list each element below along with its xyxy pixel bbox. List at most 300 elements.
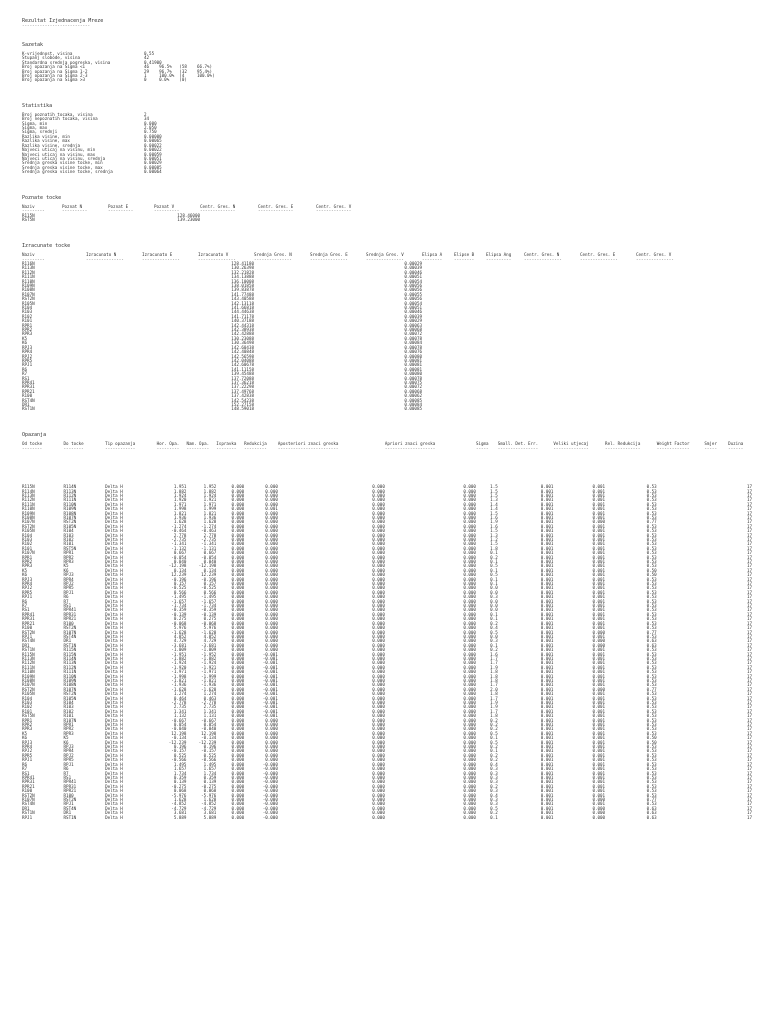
table-cell: 0.000 xyxy=(372,484,385,490)
summary-value: 42 xyxy=(144,55,150,61)
table-cell: 0.00080 xyxy=(404,353,422,359)
table-cell: Delta H xyxy=(105,567,123,573)
column-header: Od tocke xyxy=(22,440,43,446)
table-cell: 0.001 xyxy=(540,633,554,639)
statistics-value: 0.750 xyxy=(144,129,157,135)
table-cell: 0.000 xyxy=(463,642,476,648)
table-cell: -0.000 xyxy=(262,770,278,776)
table-cell: Delta H xyxy=(105,589,123,595)
summary-label: Broj opazanja na Sigma 2-3 xyxy=(22,73,88,79)
header-underline: ------------- xyxy=(656,445,690,451)
table-cell: 0.001 xyxy=(592,713,606,719)
table-cell: Delta H xyxy=(105,523,123,529)
table-cell: 0.53 xyxy=(646,554,657,560)
table-cell: Delta H xyxy=(105,673,123,679)
header-underline: ------------------------ xyxy=(277,445,339,451)
table-cell: 1.5 xyxy=(490,510,498,516)
table-cell: 0.00046 xyxy=(404,309,422,315)
table-cell: 0.001 xyxy=(592,514,606,520)
table-cell: 141.71178 xyxy=(231,313,254,319)
table-cell: 0.000 xyxy=(372,774,385,780)
table-cell: 0.2 xyxy=(490,757,498,763)
table-cell: 0.000 xyxy=(592,638,606,644)
table-cell: 0.001 xyxy=(592,528,606,534)
table-cell: 0.000 xyxy=(231,594,245,600)
table-cell: 0.001 xyxy=(592,647,606,653)
table-cell: 0.000 xyxy=(372,735,385,741)
table-cell: 0.53 xyxy=(646,506,657,512)
table-cell: 0.53 xyxy=(646,510,657,516)
table-cell: -0.001 xyxy=(262,677,278,683)
table-cell: 0.00084 xyxy=(404,340,422,346)
table-cell: 0.000 xyxy=(372,722,385,728)
table-cell: -12.239 xyxy=(168,739,187,745)
table-cell: 128.46000 xyxy=(177,212,200,218)
table-cell: 0.001 xyxy=(592,501,606,507)
table-cell: RPJ1 xyxy=(63,801,74,807)
table-cell: -1.999 xyxy=(201,673,217,679)
table-cell: RPR41 xyxy=(22,774,35,780)
table-cell: 141.11158 xyxy=(231,366,254,372)
table-cell: 0.000 xyxy=(231,708,245,714)
header-underline: --------- xyxy=(244,445,267,451)
table-cell: 0.53 xyxy=(646,589,657,595)
table-cell: R108N xyxy=(63,510,77,516)
table-cell: 0.000 xyxy=(372,603,385,609)
table-cell: 0.196 xyxy=(173,744,187,750)
table-cell: R103 xyxy=(63,704,74,710)
statistics-value: 2.050 xyxy=(144,125,157,131)
table-cell: 0.001 xyxy=(592,651,606,657)
table-cell: 0.000 xyxy=(265,722,278,728)
table-cell: 1.6 xyxy=(490,651,498,657)
table-cell: R101 xyxy=(22,545,33,551)
table-cell: 17 xyxy=(746,752,752,758)
table-cell xyxy=(657,816,705,820)
table-cell: 0.000 xyxy=(372,708,385,714)
table-cell: R112N xyxy=(22,660,35,666)
table-cell: 0.000 xyxy=(265,735,278,741)
table-cell: 17 xyxy=(746,757,752,763)
table-cell: 0.0 xyxy=(490,607,498,613)
table-cell: 1.9 xyxy=(490,700,498,705)
table-cell: 0.63 xyxy=(646,642,657,648)
header-underline: ----- xyxy=(475,445,489,451)
table-cell: 0.3 xyxy=(490,770,498,776)
table-cell: -0.000 xyxy=(262,783,278,789)
table-cell: 0.000 xyxy=(231,774,245,780)
table-cell: 0.000 xyxy=(372,492,385,498)
table-cell: Delta H xyxy=(105,598,123,604)
table-cell: Delta H xyxy=(105,774,123,780)
table-cell: 0.000 xyxy=(372,519,385,525)
table-cell: 1.8 xyxy=(490,673,498,679)
table-cell: 0.000 xyxy=(463,572,476,578)
table-cell: 0.00068 xyxy=(404,388,422,394)
table-cell: 0.000 xyxy=(372,717,385,723)
table-cell: 0.53 xyxy=(646,766,657,772)
table-cell: 137.36218 xyxy=(231,379,254,385)
table-cell: RPJ3 xyxy=(63,572,74,578)
table-cell: RST2N xyxy=(22,686,35,692)
table-cell: Delta H xyxy=(105,810,123,816)
table-cell: RPR31 xyxy=(63,783,77,789)
table-cell: 0.53 xyxy=(646,788,657,794)
table-cell: 0.000 xyxy=(463,717,476,723)
header-underline: --------------- xyxy=(636,256,674,262)
table-cell: R108N xyxy=(22,677,35,683)
table-cell: R103 xyxy=(22,536,33,542)
statistics-label: Broj nepoznatih tocaka, visina xyxy=(22,116,98,122)
table-cell: 0.001 xyxy=(540,810,554,816)
table-cell: Delta H xyxy=(105,752,123,758)
table-cell: 1.8 xyxy=(490,691,498,697)
table-cell: 17 xyxy=(746,532,752,538)
table-cell: Delta H xyxy=(105,664,123,670)
table-cell: 0.000 xyxy=(265,744,278,750)
table-cell: 0.000 xyxy=(372,660,385,666)
table-cell: 1.5 xyxy=(490,488,498,494)
table-cell: RPR2 xyxy=(22,722,33,728)
table-cell: 0.001 xyxy=(540,598,554,604)
table-cell: 0.3 xyxy=(490,638,498,644)
table-cell: 0.53 xyxy=(646,704,657,710)
table-cell: R110N xyxy=(22,669,35,675)
table-cell: 0.001 xyxy=(540,603,554,609)
table-cell: 143.40588 xyxy=(231,296,254,302)
table-cell: 17 xyxy=(746,810,752,816)
table-cell: 0.001 xyxy=(540,519,554,525)
table-cell: -0.000 xyxy=(262,761,278,767)
table-cell: RPR2 xyxy=(22,327,33,333)
table-cell: K6 xyxy=(22,572,28,578)
column-header: Redukcija xyxy=(244,440,267,446)
table-cell: 0.000 xyxy=(372,506,385,512)
table-cell: 17 xyxy=(746,488,752,494)
table-cell: 0.001 xyxy=(592,748,606,754)
table-cell: 0.000 xyxy=(592,519,606,525)
table-cell: 17 xyxy=(746,695,752,701)
table-cell: 1.734 xyxy=(203,770,217,776)
table-cell: 0.001 xyxy=(592,541,606,547)
table-cell: 0.001 xyxy=(540,726,554,732)
table-cell: -0.196 xyxy=(171,576,187,582)
table-cell: RPJ2 xyxy=(63,752,74,758)
table-cell: 17 xyxy=(746,686,752,692)
table-cell: R109N xyxy=(22,510,35,516)
table-cell: 0.000 xyxy=(265,581,278,587)
table-cell: 0.000 xyxy=(372,625,385,631)
table-cell: 0.000 xyxy=(231,796,245,802)
table-cell: -0.001 xyxy=(262,682,278,688)
table-cell: 0.000 xyxy=(231,647,245,653)
table-cell: R107N xyxy=(63,686,77,692)
table-cell: 1.971 xyxy=(203,501,217,507)
table-cell: 0.77 xyxy=(646,629,657,635)
summary-value: 0.41900 xyxy=(144,59,162,65)
table-cell: 0.054 xyxy=(203,722,217,728)
table-cell: 0.00055 xyxy=(404,291,422,297)
table-cell: 1.7 xyxy=(490,660,498,666)
table-cell: 0.53 xyxy=(646,700,657,705)
table-cell: -4.729 xyxy=(171,805,187,811)
table-cell: 2.735 xyxy=(203,704,217,710)
statistics-value: 0.00051 xyxy=(144,155,162,161)
table-cell: R7 xyxy=(22,603,28,609)
table-cell: 0.000 xyxy=(265,528,278,534)
table-cell: 0.77 xyxy=(646,686,657,692)
table-cell: Delta H xyxy=(105,744,123,750)
table-cell: -3.681 xyxy=(171,642,187,648)
table-cell: 0.000 xyxy=(463,492,476,498)
table-cell: 2.778 xyxy=(203,532,217,538)
table-cell: R7 xyxy=(22,766,28,772)
table-cell: 0.001 xyxy=(592,510,606,516)
table-cell: 0.001 xyxy=(592,589,606,595)
table-cell: 0.000 xyxy=(372,801,385,807)
table-cell: K6 xyxy=(22,340,28,346)
table-cell: 0.001 xyxy=(540,748,554,754)
table-cell: R105N xyxy=(22,300,35,306)
table-cell: 0.001 xyxy=(592,669,606,675)
table-cell: 0.5 xyxy=(490,563,498,569)
table-cell: -1.628 xyxy=(201,686,217,692)
table-cell: 0.000 xyxy=(372,726,385,732)
table-cell: 0.53 xyxy=(646,669,657,675)
table-cell: Delta H xyxy=(105,695,123,701)
table-cell: 0.001 xyxy=(540,700,554,705)
table-cell: R103 xyxy=(22,700,33,705)
table-cell: RST2N xyxy=(22,792,35,798)
table-cell: -0.566 xyxy=(201,757,217,763)
table-cell: R111N xyxy=(63,497,77,503)
table-cell: 1.8 xyxy=(490,545,498,551)
table-cell: 0.000 xyxy=(463,550,476,556)
table-cell: Delta H xyxy=(105,770,123,776)
table-cell: RPR5 xyxy=(63,585,74,591)
table-cell: 0.00029 xyxy=(404,260,422,266)
table-cell: 0.000 xyxy=(372,563,385,569)
table-cell: Delta H xyxy=(105,616,123,622)
table-cell: 1.131 xyxy=(203,713,217,719)
table-cell: 0.001 xyxy=(540,510,554,516)
table-cell: 0.2 xyxy=(490,810,498,816)
table-cell: R112N xyxy=(22,269,35,275)
table-cell: 17 xyxy=(746,492,752,498)
column-header: Tip opazanja xyxy=(105,440,136,446)
table-cell: 0.001 xyxy=(540,805,554,811)
column-header: Srednja Gres. V xyxy=(366,251,404,257)
table-cell: 0.000 xyxy=(463,625,476,631)
table-cell: 0.000 xyxy=(463,783,476,789)
table-cell: 0.000 xyxy=(231,642,245,648)
table-cell: 0.00056 xyxy=(404,283,422,288)
table-cell: RST4N xyxy=(22,801,35,807)
table-cell: R100 xyxy=(63,620,74,626)
table-cell: RST4N xyxy=(22,397,35,403)
summary-value: 46 96.5% (58 66.7%) xyxy=(144,64,213,70)
table-cell: 0.50 xyxy=(646,567,657,573)
table-cell: 0.000 xyxy=(231,488,245,494)
table-cell: 0.000 xyxy=(372,748,385,754)
table-cell: 0.5 xyxy=(490,572,498,578)
table-cell: Delta H xyxy=(105,788,123,794)
table-cell: Delta H xyxy=(105,559,123,564)
table-cell: 0.001 xyxy=(592,603,606,609)
table-cell: 0.000 xyxy=(231,748,245,754)
table-cell: 0.139 xyxy=(173,779,187,785)
table-cell: 0.2 xyxy=(490,726,498,732)
table-cell: 0.000 xyxy=(372,814,385,820)
table-cell: Delta H xyxy=(105,611,123,617)
table-cell: R101 xyxy=(22,318,33,324)
table-cell: 0.001 xyxy=(592,497,606,503)
table-cell: 0.000 xyxy=(372,704,385,710)
table-cell: 0.000 xyxy=(463,528,476,534)
table-cell: 0.000 xyxy=(463,788,476,794)
table-cell: Delta H xyxy=(105,501,123,507)
table-cell: R6 xyxy=(22,598,28,604)
table-cell: 0.001 xyxy=(592,682,606,688)
table-cell: 1.998 xyxy=(173,506,187,512)
table-cell: 5.889 xyxy=(203,814,217,820)
table-cell: 17 xyxy=(746,651,752,657)
table-cell: 0.000 xyxy=(231,514,245,520)
table-cell: 0.000 xyxy=(463,708,476,714)
table-cell: 1.734 xyxy=(173,770,187,776)
table-cell: 0.000 xyxy=(231,598,245,604)
table-cell: Delta H xyxy=(105,783,123,789)
table-cell: 0.000 xyxy=(231,722,245,728)
table-cell: RST2N xyxy=(63,519,77,525)
table-cell: 0.50 xyxy=(646,735,657,741)
table-cell: 0.054 xyxy=(173,722,187,728)
table-cell: -1.971 xyxy=(171,669,187,675)
table-cell: DR1 xyxy=(63,810,72,816)
table-cell: RPJ2 xyxy=(22,748,33,754)
table-cell: -0.054 xyxy=(171,554,187,560)
table-cell: 0.00075 xyxy=(404,379,422,385)
table-cell: 0.001 xyxy=(540,528,554,534)
table-cell: 17 xyxy=(746,633,752,639)
table-cell: 0.2 xyxy=(490,554,498,560)
table-cell: 0.001 xyxy=(540,730,554,736)
table-cell: R6 xyxy=(22,761,28,767)
table-cell: R107N xyxy=(22,519,35,525)
table-cell: 0.000 xyxy=(265,585,278,591)
table-cell: 0.000 xyxy=(372,770,385,776)
table-cell: 0.53 xyxy=(646,536,657,542)
table-cell: RPR2 xyxy=(22,559,33,564)
table-cell: -2.778 xyxy=(201,700,217,705)
table-cell: 1.132 xyxy=(173,713,187,719)
table-cell: 0.000 xyxy=(372,559,385,564)
table-cell: -0.196 xyxy=(201,576,217,582)
table-cell: 0.000 xyxy=(265,603,278,609)
table-cell: 17 xyxy=(746,598,752,604)
table-cell: R112N xyxy=(63,492,77,498)
table-cell: -1.951 xyxy=(171,651,187,657)
table-cell: -1.998 xyxy=(171,673,187,679)
table-cell: 0.3 xyxy=(490,801,498,807)
statistics-value: 0.00029 xyxy=(144,160,162,166)
statistics-label: Srednja greska visine tocke, min xyxy=(22,160,103,166)
table-cell: 0.000 xyxy=(231,506,245,512)
table-cell: 0.000 xyxy=(372,810,385,816)
table-cell: 2.735 xyxy=(173,704,187,710)
table-cell: 1.936 xyxy=(203,514,217,520)
table-cell: 17 xyxy=(746,576,752,582)
table-cell: 0.001 xyxy=(540,536,554,542)
table-cell: 1.7 xyxy=(490,708,498,714)
table-cell: 0.001 xyxy=(540,647,554,653)
table-cell: R115N xyxy=(22,212,35,218)
table-cell: K5 xyxy=(22,335,28,341)
table-cell: 0.53 xyxy=(646,647,657,653)
table-cell: 0.040 xyxy=(203,559,217,564)
table-cell: Delta H xyxy=(105,633,123,639)
statistics-value: 0.00065 xyxy=(144,138,162,144)
table-cell: Delta H xyxy=(105,682,123,688)
table-cell: 17 xyxy=(746,708,752,714)
table-cell: 0.53 xyxy=(646,545,657,551)
table-cell: 0.3 xyxy=(490,594,498,600)
column-header: Duzina xyxy=(728,440,744,446)
table-cell: 0.63 xyxy=(646,805,657,811)
table-cell: 0.000 xyxy=(231,536,245,542)
table-cell: -0.463 xyxy=(201,528,217,534)
table-cell: 0.359 xyxy=(203,774,217,780)
table-cell: R107N xyxy=(22,291,35,297)
column-header: Do tocke xyxy=(63,440,84,446)
table-cell: 0.000 xyxy=(372,501,385,507)
table-cell: RPR21 xyxy=(63,616,77,622)
title-underline: --------------------------- xyxy=(22,23,91,28)
table-cell: R102 xyxy=(22,313,33,319)
table-cell: 17 xyxy=(746,779,752,785)
table-cell: 0.001 xyxy=(540,717,554,723)
table-cell: R111N xyxy=(22,501,35,507)
header-underline: --------- xyxy=(22,256,45,262)
table-cell: 0.00072 xyxy=(404,384,422,390)
table-cell: 0.000 xyxy=(231,704,245,710)
table-cell: 0.000 xyxy=(265,510,278,516)
table-cell: 0.53 xyxy=(646,655,657,661)
table-cell: 0.000 xyxy=(231,739,245,745)
table-cell: 17 xyxy=(746,607,752,613)
known-points-heading: Poznate tocke xyxy=(22,194,62,201)
table-cell: RST5N xyxy=(22,713,35,719)
table-cell: -0.054 xyxy=(201,554,217,560)
table-cell: -1.131 xyxy=(201,545,217,551)
table-cell: 1.495 xyxy=(203,761,217,767)
table-cell: 0.000 xyxy=(463,779,476,785)
table-cell: R114N xyxy=(63,655,77,661)
table-cell: 17 xyxy=(746,788,752,794)
table-cell: -1.628 xyxy=(171,686,187,692)
table-cell: 0.0 xyxy=(490,603,498,609)
table-cell: 3.681 xyxy=(173,810,187,816)
table-cell: RPR2 xyxy=(63,726,74,732)
table-cell: RPJ3 xyxy=(22,576,33,582)
table-cell: 0.134 xyxy=(173,567,187,573)
table-cell: -0.001 xyxy=(262,664,278,670)
column-header: Aposteriori znaci greska xyxy=(277,440,339,446)
table-cell: -1.821 xyxy=(171,677,187,683)
table-cell: RPR3 xyxy=(22,331,33,337)
table-cell: 17 xyxy=(746,585,752,591)
table-cell: -1.971 xyxy=(201,669,217,675)
